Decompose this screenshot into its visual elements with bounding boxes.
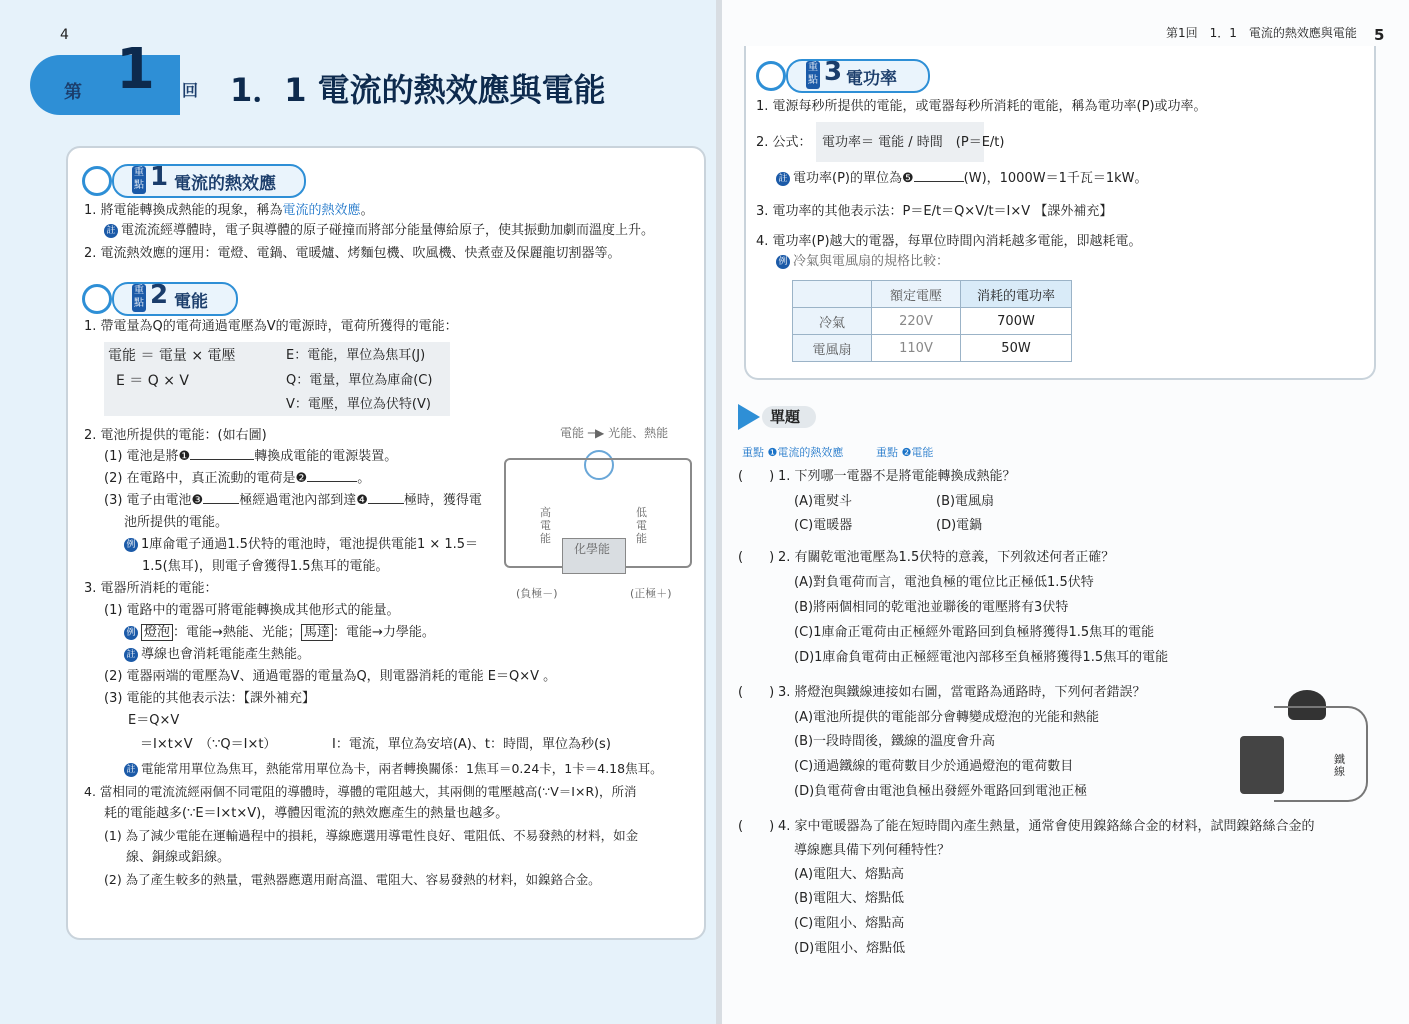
question-4-l2: 導線應具備下列何種特性？ <box>794 843 951 858</box>
question-1-option: (C)電暖器 <box>794 518 853 533</box>
table-cell: 電風扇 <box>793 335 872 362</box>
table-row <box>793 308 1072 335</box>
section-number-3: 3 <box>824 57 843 87</box>
question-3-option: (A)電池所提供的電能部分會轉變成燈泡的光能和熱能 <box>794 710 1100 725</box>
question-4-l1: 4. 家中電暖器為了能在短時間內產生熱量，通常會使用鎳鉻絲合金的材料，試問鎳鉻絲合金的 <box>778 819 1315 834</box>
question-4-option: (C)電阻小、熔點高 <box>794 916 905 931</box>
page-number-right: 5 <box>1374 26 1385 44</box>
wave-icon <box>82 166 112 196</box>
s2-item2-2: (2) 在電路中，真正流動的電荷是❷ 。 <box>104 471 371 486</box>
note-icon: 註 <box>776 172 790 186</box>
table-row <box>793 335 1072 362</box>
s2-item3-1: (1) 電路中的電器可將電能轉換成其他形式的能量。 <box>104 603 400 618</box>
answer-blank-5 <box>914 181 964 182</box>
right-page <box>722 0 1409 1024</box>
s2-item3-example: 例 燈泡 ：電能→熱能、光能； 馬達 ：電能→力學能。 <box>124 624 435 642</box>
question-3-option: (C)通過鐵線的電荷數目少於通過燈泡的電荷數目 <box>794 759 1074 774</box>
table-cell: 50W <box>961 335 1072 362</box>
diagram-top-label: 電能 ─▶ 光能、熱能 <box>560 426 669 440</box>
s2-item3: 3. 電器所消耗的電能： <box>84 581 218 596</box>
question-1-option: (D)電鍋 <box>936 518 983 533</box>
diagram-neg-label: (負極－) <box>516 587 558 600</box>
s2-item3-2: (2) 電器兩端的電壓為V、通過電器的電量為Q，則電器消耗的電能 E＝Q×V 。 <box>104 669 557 684</box>
chapter-prefix: 第 <box>64 82 82 103</box>
answer-blank-1 <box>190 459 254 460</box>
s1-item1: 1. 將電能轉換成熱能的現象，稱為電流的熱效應。 <box>84 203 374 218</box>
s2-item3-note2: 註 電能常用單位為焦耳，熱能常用單位為卡，兩者轉換關係：1焦耳＝0.24卡，1卡＝4.18焦耳。 <box>124 760 663 778</box>
answer-blank-4 <box>368 503 404 504</box>
quiz-title: 單題 <box>770 408 801 426</box>
s2-item4-l1: 4. 當相同的電流流經兩個不同電阻的導體時，導體的電阻越大，其兩側的電壓越高(∵V＝I×R)，所消 <box>84 784 637 799</box>
question-2-option: (A)對負電荷而言，電池負極的電位比正極低1.5伏特 <box>794 575 1094 590</box>
question-4-option: (A)電阻大、熔點高 <box>794 867 905 882</box>
answer-paren[interactable]: ( ) <box>738 469 775 484</box>
s2-item4-1b: 線、銅線或鋁線。 <box>126 850 231 865</box>
s2-item2-1: (1) 電池是將❶ 轉換成電能的電源裝置。 <box>104 449 398 464</box>
question-2-option: (B)將兩個相同的乾電池並聯後的電壓將有3伏特 <box>794 600 1069 615</box>
table-cell: 消耗的電功率 <box>961 281 1072 308</box>
question-1: 1. 下列哪一電器不是將電能轉換成熱能？ <box>778 469 1016 484</box>
s3-item2-formula: 電功率＝ 電能 / 時間 (P＝E/t) <box>822 135 1005 150</box>
chapter-number: 1 <box>116 37 155 102</box>
answer-paren[interactable]: ( ) <box>738 685 775 700</box>
question-4-option: (D)電阻小、熔點低 <box>794 941 906 956</box>
s3-item3: 3. 電功率的其他表示法：P＝E/t＝Q×V/t＝I×V 【課外補充】 <box>756 204 1113 219</box>
s2-item2: 2. 電池所提供的電能：(如右圖) <box>84 428 267 443</box>
example-icon: 例 <box>124 626 138 640</box>
term-heat-effect: 電流的熱效應 <box>282 203 361 218</box>
s2-item4-1a: (1) 為了減少電能在運輸過程中的損耗，導線應選用導電性良好、電阻低、不易發熱的材料，如金 <box>104 828 639 843</box>
s2-example-2: 1.5(焦耳)，則電子會獲得1.5焦耳的電能。 <box>142 559 389 574</box>
table-cell: 220V <box>872 308 961 335</box>
table-cell: 額定電壓 <box>872 281 961 308</box>
diagram-low-label: 低電能 <box>636 506 647 545</box>
diagram-pos-label: (正極＋) <box>630 587 672 600</box>
wave-icon <box>756 61 786 91</box>
question-3-option: (D)負電荷會由電池負極出發經外電路回到電池正極 <box>794 784 1088 799</box>
s2-item4-l2: 耗的電能越多(∵E＝I×t×V)，導體因電流的熱效應產生的熱量也越多。 <box>104 806 509 821</box>
s2-example-1: 例 1庫侖電子通過1.5伏特的電池時，電池提供電能1 × 1.5＝ <box>124 536 478 554</box>
diagram-battery-label: 化學能 <box>574 542 611 556</box>
s3-item2-label: 2. 公式： <box>756 135 812 150</box>
question-2-option: (D)1庫侖負電荷由正極經電池內部移至負極將獲得1.5焦耳的電能 <box>794 650 1169 665</box>
diagram-high-label: 高電能 <box>540 506 551 545</box>
section-badge-2: 重點 <box>132 284 146 312</box>
s2-item4-2: (2) 為了產生較多的熱量，電熱器應選用耐高溫、電阻大、容易發熱的材料，如鎳鉻合金。 <box>104 872 601 887</box>
s2-item3-3-f3: I：電流，單位為安培(A)、t：時間，單位為秒(s) <box>332 737 611 752</box>
section-badge-3: 重點 <box>806 61 820 89</box>
question-2: 2. 有關乾電池電壓為1.5伏特的意義，下列敘述何者正確？ <box>778 550 1115 565</box>
wave-icon <box>82 284 112 314</box>
iron-wire <box>1274 706 1368 802</box>
section-title-3: 電功率 <box>846 69 897 89</box>
s2-item3-3: (3) 電能的其他表示法：【課外補充】 <box>104 691 316 706</box>
section-title-2: 電能 <box>174 292 208 312</box>
answer-blank-2 <box>307 481 357 482</box>
question-2-option: (C)1庫侖正電荷由正極經外電路回到負極將獲得1.5焦耳的電能 <box>794 625 1155 640</box>
quiz-tag-1: 重點 ❶電流的熱效應 <box>742 446 844 459</box>
s3-note: 註 電功率(P)的單位為❺ (W)，1000W＝1千瓦＝1kW。 <box>776 170 1148 188</box>
s3-item4: 4. 電功率(P)越大的電器，每單位時間內消耗越多電能，即越耗電。 <box>756 234 1142 249</box>
table-cell: 冷氣 <box>793 308 872 335</box>
quiz-tag-2: 重點 ❷電能 <box>876 446 934 459</box>
answer-paren[interactable]: ( ) <box>738 819 775 834</box>
question-3-option: (B)一段時間後，鐵線的溫度會升高 <box>794 734 996 749</box>
spec-table <box>792 280 1072 362</box>
question-4-option: (B)電阻大、熔點低 <box>794 891 905 906</box>
formula-words: 電能 ＝ 電量 × 電壓 <box>108 348 236 364</box>
s2-item2-3: (3) 電子由電池❸ 極經過電池內部到達❹ 極時，獲得電 <box>104 493 482 508</box>
question-1-option: (B)電風扇 <box>936 494 995 509</box>
running-head: 第1回 1．1 電流的熱效應與電能 <box>1166 26 1357 40</box>
s3-item1: 1. 電源每秒所提供的電能，或電器每秒所消耗的電能，稱為電功率(P)或功率。 <box>756 99 1207 114</box>
section-badge-1: 重點 <box>132 166 146 194</box>
s2-item3-3-f2: ＝I×t×V （∵Q＝I×t） <box>140 737 277 752</box>
s2-item3-note: 註 導線也會消耗電能產生熱能。 <box>124 646 310 664</box>
note-icon: 註 <box>104 224 118 238</box>
example-icon: 例 <box>124 538 138 552</box>
page-number-left: 4 <box>60 27 69 43</box>
s2-item2-3-cont: 池所提供的電能。 <box>124 515 229 530</box>
table-cell <box>793 281 872 308</box>
table-cell: 110V <box>872 335 961 362</box>
chapter-suffix: 回 <box>182 81 199 100</box>
formula-symbols: E ＝ Q × V <box>116 373 189 389</box>
question-1-option: (A)電熨斗 <box>794 494 853 509</box>
def-Q: Q：電量，單位為庫侖(C) <box>286 373 433 388</box>
note-icon: 註 <box>124 648 138 662</box>
def-E: E：電能，單位為焦耳(J) <box>286 348 426 363</box>
note-icon: 註 <box>124 763 138 777</box>
table-row <box>793 281 1072 308</box>
example-icon: 例 <box>776 255 790 269</box>
s3-example: 例 冷氣與電風扇的規格比較： <box>776 253 949 271</box>
s1-note1: 註 電流流經導體時，電子與導體的原子碰撞而將部分能量傳給原子，使其振動加劇而溫度上升。 <box>104 222 654 240</box>
section-title-1: 電流的熱效應 <box>174 174 276 194</box>
def-V: V：電壓，單位為伏特(V) <box>286 397 431 412</box>
answer-blank-3 <box>203 503 239 504</box>
s1-item2: 2. 電流熱效應的運用：電燈、電鍋、電暖爐、烤麵包機、吹風機、快煮壺及保麗龍切割器等。 <box>84 246 621 261</box>
question-3: 3. 將燈泡與鐵線連接如右圖，當電路為通路時，下列何者錯誤？ <box>778 685 1146 700</box>
table-cell: 700W <box>961 308 1072 335</box>
chapter-title: 1．1 電流的熱效應與電能 <box>230 71 606 109</box>
s2-item1: 1. 帶電量為Q的電荷通過電壓為V的電源時，電荷所獲得的電能： <box>84 319 458 334</box>
wire-label: 鐵線 <box>1334 753 1345 778</box>
s2-item3-3-f1: E＝Q×V <box>128 713 180 728</box>
section-number-1: 1 <box>150 162 169 192</box>
section-number-2: 2 <box>150 280 169 310</box>
answer-paren[interactable]: ( ) <box>738 550 775 565</box>
play-arrow-icon <box>738 404 760 430</box>
